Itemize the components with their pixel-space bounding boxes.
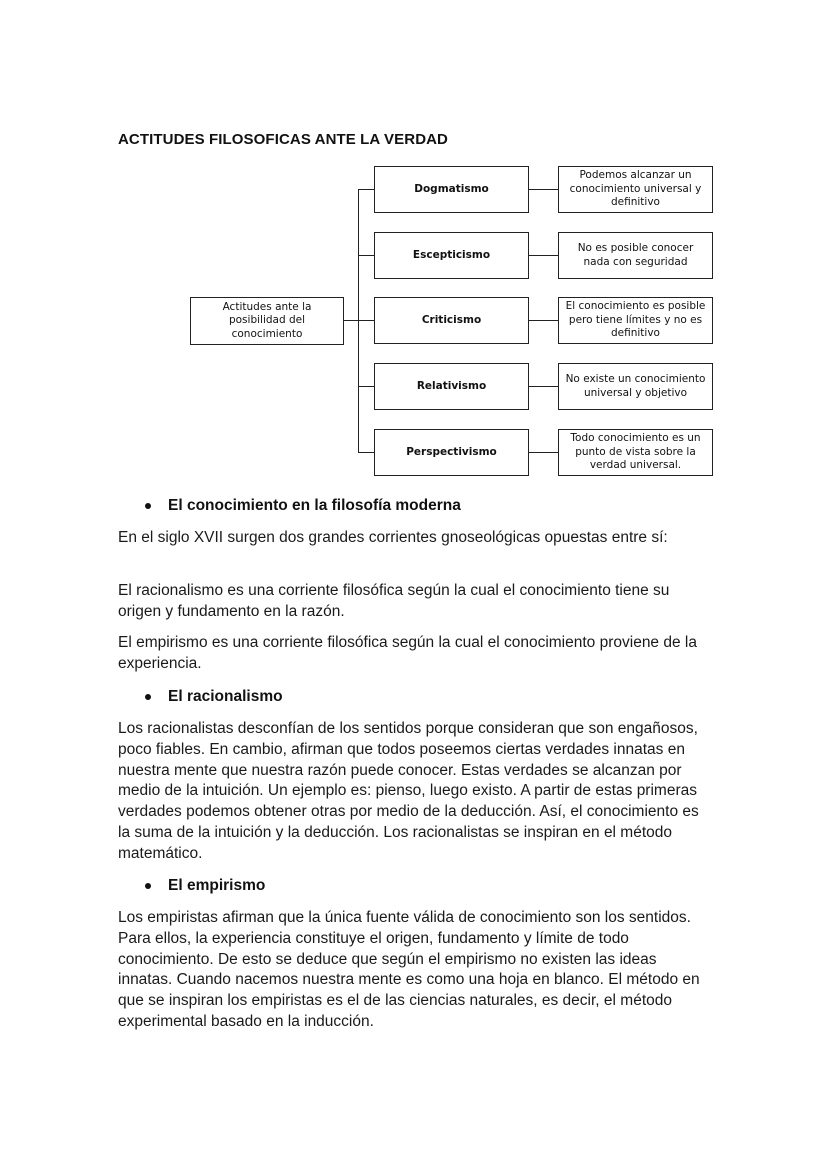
branch-line-2 <box>358 255 374 256</box>
diagram-root-box: Actitudes ante la posibilidad del conocimiento <box>190 297 344 345</box>
section-heading-filosofia-moderna <box>145 497 461 515</box>
attitude-box-perspectivismo: Perspectivismo <box>374 429 529 476</box>
document-title: ACTITUDES FILOSOFICAS ANTE LA VERDAD <box>118 131 448 148</box>
paragraph-racionalismo: Los racionalistas desconfían de los sentidos porque consideran que son engañosos, poco fiables. En cambio, afirman que todos poseemos ciertas verdades innatas en nuestra mente que nuestra razón puede conocer. Estas verdades se alcanzan por medio de la intuición. Un ejemplo es: pienso, luego existo. A partir de estas primeras verdades podemos obtener otras por medio de la deducción. Así, el conocimiento es la suma de la intuición y la deducción. Los racionalistas se inspiran en el método matemático. <box>118 720 699 862</box>
paragraph-empirismo-def: El empirismo es una corriente filosófica según la cual el conocimiento proviene de la experiencia. <box>118 634 697 672</box>
desc-line-2 <box>529 255 558 256</box>
desc-line-5 <box>529 452 558 453</box>
section-heading-empirismo <box>145 877 265 895</box>
branch-line-1 <box>358 189 374 190</box>
bullet-icon <box>145 503 151 509</box>
attitude-box-escepticismo: Escepticismo <box>374 232 529 279</box>
desc-line-1 <box>529 189 558 190</box>
section-heading-text: El conocimiento en la filosofía moderna <box>168 497 461 514</box>
attitude-box-relativismo: Relativismo <box>374 363 529 410</box>
branch-line-3 <box>358 320 374 321</box>
desc-line-4 <box>529 386 558 387</box>
description-box-perspectivismo: Todo conocimiento es un punto de vista sobre la verdad universal. <box>558 429 713 476</box>
attitudes-diagram <box>0 0 828 500</box>
paragraph-racionalismo-def: El racionalismo es una corriente filosófica según la cual el conocimiento tiene su origen y fundamento en la razón. <box>118 582 670 620</box>
attitude-box-dogmatismo: Dogmatismo <box>374 166 529 213</box>
desc-line-3 <box>529 320 558 321</box>
section-heading-text: El empirismo <box>168 877 266 894</box>
paragraph-empirismo: Los empiristas afirman que la única fuente válida de conocimiento son los sentidos. Para ellos, la experiencia constituye el origen, fundamento y límite de todo conocimiento. De esto se deduce que según el empirismo no existen las ideas innatas. Cuando nacemos nuestra mente es como una hoja en blanco. El método en que se inspiran los empiristas es el de las ciencias naturales, es decir, el método experimental basado en la inducción. <box>118 909 700 1030</box>
description-box-escepticismo: No es posible conocer nada con seguridad <box>558 232 713 279</box>
description-box-dogmatismo: Podemos alcanzar un conocimiento universal y definitivo <box>558 166 713 213</box>
paragraph-siglo-xvii: En el siglo XVII surgen dos grandes corrientes gnoseológicas opuestas entre sí: <box>118 529 668 546</box>
section-heading-text: El racionalismo <box>168 688 283 705</box>
branch-line-4 <box>358 386 374 387</box>
branch-line-5 <box>358 452 374 453</box>
description-box-relativismo: No existe un conocimiento universal y objetivo <box>558 363 713 410</box>
description-box-criticismo: El conocimiento es posible pero tiene límites y no es definitivo <box>558 297 713 344</box>
root-connector <box>344 320 359 321</box>
bullet-icon <box>145 694 151 700</box>
bullet-icon <box>145 883 151 889</box>
section-heading-racionalismo <box>145 688 283 706</box>
attitude-box-criticismo: Criticismo <box>374 297 529 344</box>
